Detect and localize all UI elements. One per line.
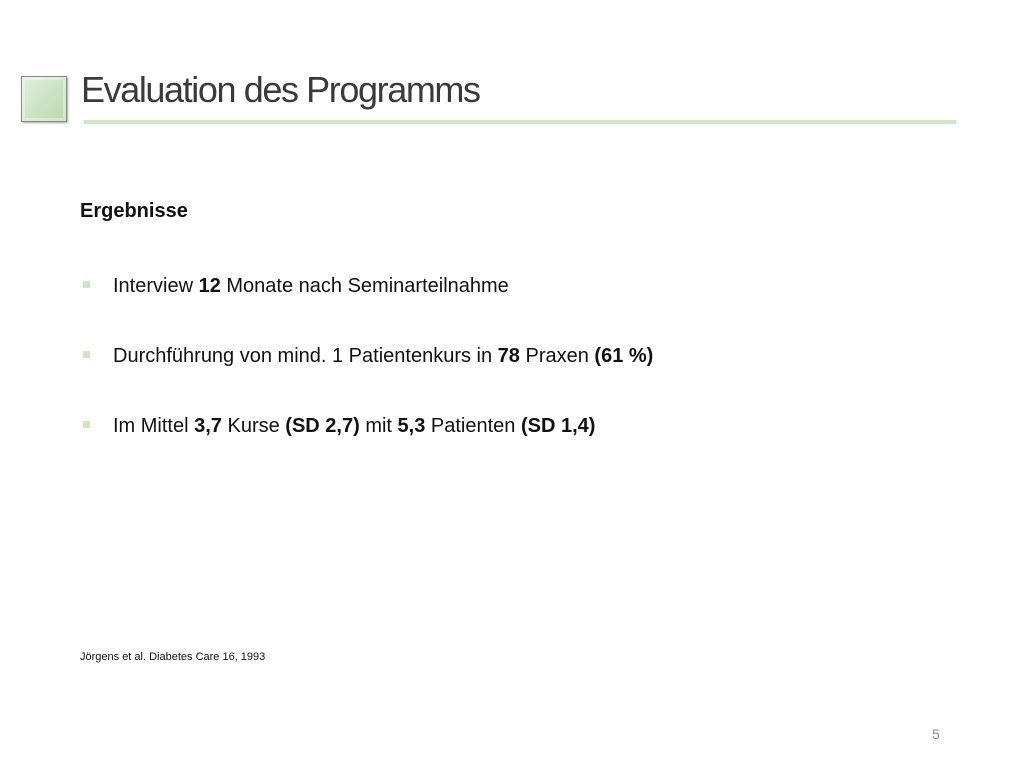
- bullet-text-emphasis: 3,7: [194, 415, 222, 437]
- bullet-text-part: Monate nach Seminarteilnahme: [220, 275, 509, 297]
- title-divider: [84, 120, 956, 124]
- bullet-text: [113, 342, 653, 370]
- page-title: Evaluation des Programms: [81, 69, 480, 110]
- citation: Jörgens et al. Diabetes Care 16, 1993: [80, 651, 266, 663]
- bullet-text-emphasis: 78: [497, 345, 520, 367]
- bullet-text-emphasis: (SD 1,4): [520, 415, 596, 437]
- bullet-text-emphasis: (61 %): [594, 345, 654, 367]
- square-bullet-icon: [83, 281, 90, 288]
- bullet-text-part: Praxen: [519, 345, 595, 367]
- bullet-text-part: Kurse: [221, 415, 286, 437]
- bullet-text-emphasis: 5,3: [397, 415, 426, 437]
- bullet-text: [113, 272, 509, 300]
- bullet-text-part: Interview: [113, 275, 199, 297]
- bullet-text: [113, 412, 595, 440]
- bullet-text-emphasis: (SD 2,7): [285, 415, 360, 437]
- square-bullet-icon: [83, 421, 90, 428]
- bullet-text-emphasis: 12: [198, 275, 221, 297]
- bullet-text-part: Patienten: [425, 415, 521, 437]
- bullet-text-part: mit: [359, 415, 398, 437]
- bullet-text-part: Im Mittel: [113, 415, 195, 437]
- title-square-icon: [21, 76, 67, 122]
- page-number: 5: [932, 726, 940, 742]
- section-heading: Ergebnisse: [80, 200, 188, 222]
- bullet-text-part: Durchführung von mind. 1 Patientenkurs in: [113, 345, 498, 367]
- square-bullet-icon: [83, 351, 90, 358]
